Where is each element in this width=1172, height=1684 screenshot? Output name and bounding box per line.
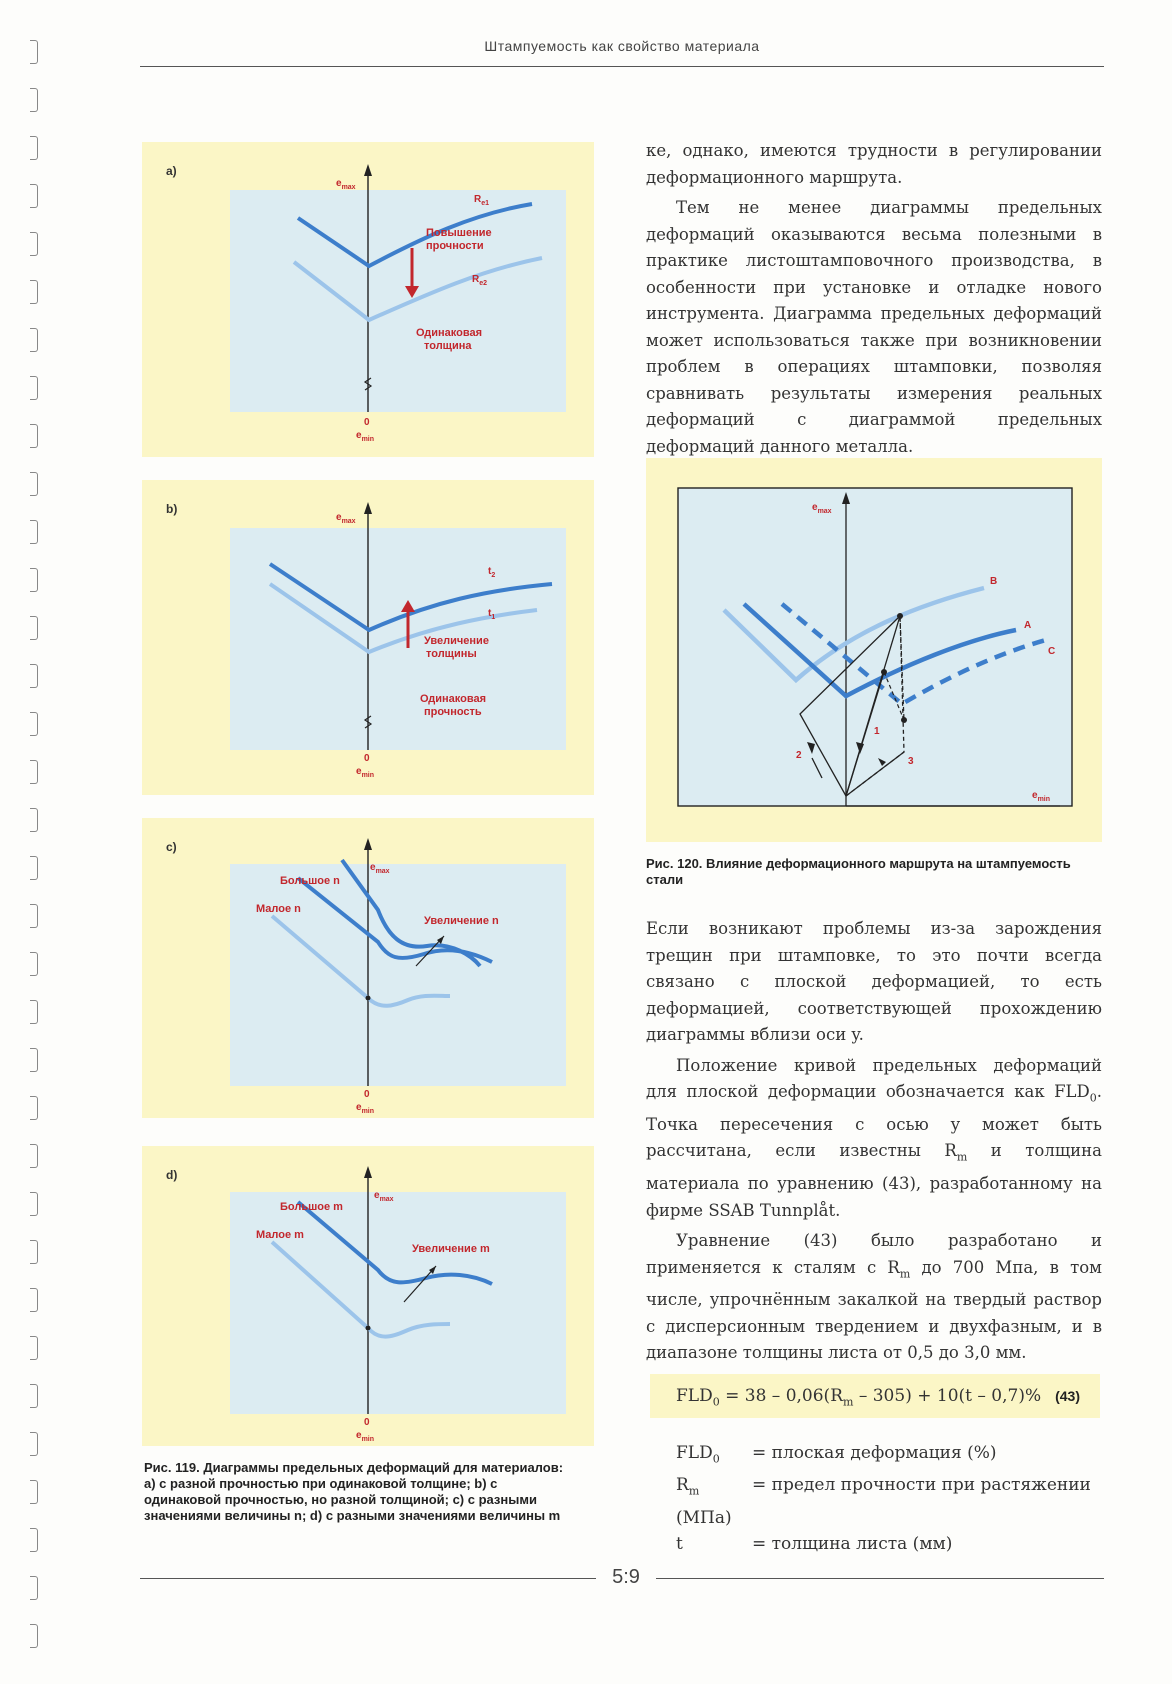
axis-zero: 0 — [364, 1417, 370, 1428]
footer-rule-right — [656, 1578, 1104, 1579]
arrow-label: Увеличение n — [424, 915, 499, 927]
fld-diagram-b — [142, 480, 594, 795]
page-header — [140, 38, 1104, 67]
formula-legend — [676, 1440, 1106, 1563]
axis-x-label: $e_{min}$ — [356, 430, 375, 443]
curve-label-a: A — [1024, 620, 1032, 631]
panel-label: c) — [166, 840, 177, 854]
axis-y-label: $e_{max}$ — [336, 178, 356, 191]
curve-label-top: $t_2$ — [488, 566, 496, 579]
axis-x-label: $e_{min}$ — [356, 1102, 375, 1115]
fig119-panel-a — [142, 142, 594, 457]
legend-row: $FLD_0$ = плоская деформация (%) — [676, 1443, 997, 1466]
curve-label-b: B — [990, 576, 998, 587]
axis-zero: 0 — [364, 417, 370, 428]
figure-120-caption: Рис. 120. Влияние деформационного маршрута на штампуемость стали — [646, 856, 1071, 887]
curve-label-c: C — [1048, 646, 1056, 657]
axis-zero: 0 — [364, 753, 370, 764]
arrow-label-line2: толщины — [426, 648, 477, 660]
arrow-label-line1: Повышение — [426, 227, 492, 239]
paragraph-3: Если возникают проблемы из-за зарождения трещин при штамповке, то это почти всегда связано с плоской деформацией, то есть деформацией, соответствующей прохождению диаграммы вблизи оси y. — [646, 919, 1102, 1044]
axis-x-label: $e_{min}$ — [1032, 790, 1051, 803]
path-label-3: 3 — [908, 756, 914, 767]
fig119-panel-b — [142, 480, 594, 795]
fld-diagram-a — [142, 142, 594, 457]
note-line2: прочность — [424, 706, 482, 718]
curve-label-top: Большое m — [280, 1201, 343, 1213]
formula-box — [650, 1374, 1100, 1418]
text-block-bottom — [646, 916, 1102, 1367]
figure-119-caption: Рис. 119. Диаграммы предельных деформаций для материалов: a) с разной прочностью при одинаковой толщине; b) с одинаковой прочностью, но разной толщиной; c) с разными значениями величины n; d) с разными значениями величины m — [144, 1460, 564, 1523]
note-line1: Одинаковая — [416, 327, 483, 339]
axis-y-label: $e_{max}$ — [370, 862, 390, 875]
deformation-path-diagram — [646, 458, 1102, 842]
fig119-panel-d — [142, 1146, 594, 1446]
path-label-1: 1 — [874, 726, 880, 737]
note-line1: Одинаковая — [420, 693, 487, 705]
formula-number: (43) — [1055, 1388, 1080, 1404]
paragraph-5: Уравнение (43) было разработано и применяется к сталям с $R_m$ до 700 Мпа, в том числе, упрочнённым закалкой на твердый раствор с дисперсионным твердением и двухфазным, и в диапазоне толщины листа от 0,5 до 3,0 мм. — [646, 1231, 1102, 1363]
arrow-label-line1: Увеличение — [424, 635, 489, 647]
header-title: Штампуемость как свойство материала — [484, 38, 760, 54]
paragraph-2: Тем не менее диаграммы предельных деформаций оказываются весьма полезными в практике листоштамповочного производства, в особенности при установке и отладке нового инструмента. Диаграмма предельных деформаций может использоваться также при возникновении проблем в операциях штамповки, позволяя сравнивать результаты измерения реальных деформаций с диаграммой предельных деформаций данного металла. — [646, 198, 1102, 456]
fig119-panel-c — [142, 818, 594, 1118]
axis-y-label: $e_{max}$ — [812, 502, 832, 515]
path-label-2: 2 — [796, 750, 802, 761]
fld-diagram-d — [142, 1146, 594, 1446]
panel-label: a) — [166, 164, 177, 178]
fig120-panel — [646, 458, 1102, 842]
legend-row: $R_m$ = предел прочности при растяжении (МПа) — [676, 1475, 1091, 1528]
arrow-label: Увеличение m — [412, 1243, 490, 1255]
paragraph-1: ке, однако, имеются трудности в регулировании деформационного маршрута. — [646, 141, 1102, 187]
curve-label-bottom: Малое n — [256, 903, 301, 915]
curve-label-top: $R_{e1}$ — [474, 194, 490, 207]
legend-row: t = толщина листа (мм) — [676, 1533, 953, 1554]
arrow-label-line2: прочности — [426, 240, 484, 252]
formula-43: $FLD_0 = 38 - 0,06(R_m - 305) + 10(t - 0,7)\%$ — [676, 1386, 1042, 1409]
axis-x-label: $e_{min}$ — [356, 766, 375, 779]
fld-diagram-c — [142, 818, 594, 1118]
panel-label: d) — [166, 1168, 178, 1182]
footer-rule-left — [140, 1578, 596, 1579]
axis-y-label: $e_{max}$ — [336, 512, 356, 525]
page-number: 5:9 — [612, 1566, 640, 1588]
axis-zero: 0 — [364, 1089, 370, 1100]
binder-holes — [30, 0, 46, 1684]
paragraph-4: Положение кривой предельных деформаций для плоской деформации обозначается как $FLD_0$. Точка пересечения с осью y может быть рассчитана, если известны $R_m$ и толщина материала по уравнению (43), разработанному на фирме SSAB Tunnplåt. — [646, 1055, 1102, 1220]
axis-y-label: $e_{max}$ — [374, 1190, 394, 1203]
note-line2: толщина — [424, 340, 472, 352]
curve-label-bottom: $t_1$ — [488, 608, 496, 621]
text-block-top — [646, 138, 1102, 460]
panel-label: b) — [166, 502, 178, 516]
axis-x-label: $e_{min}$ — [356, 1430, 375, 1443]
curve-label-top: Большое n — [280, 875, 340, 887]
curve-label-bottom: $R_{e2}$ — [472, 274, 488, 287]
curve-label-bottom: Малое m — [256, 1229, 304, 1241]
